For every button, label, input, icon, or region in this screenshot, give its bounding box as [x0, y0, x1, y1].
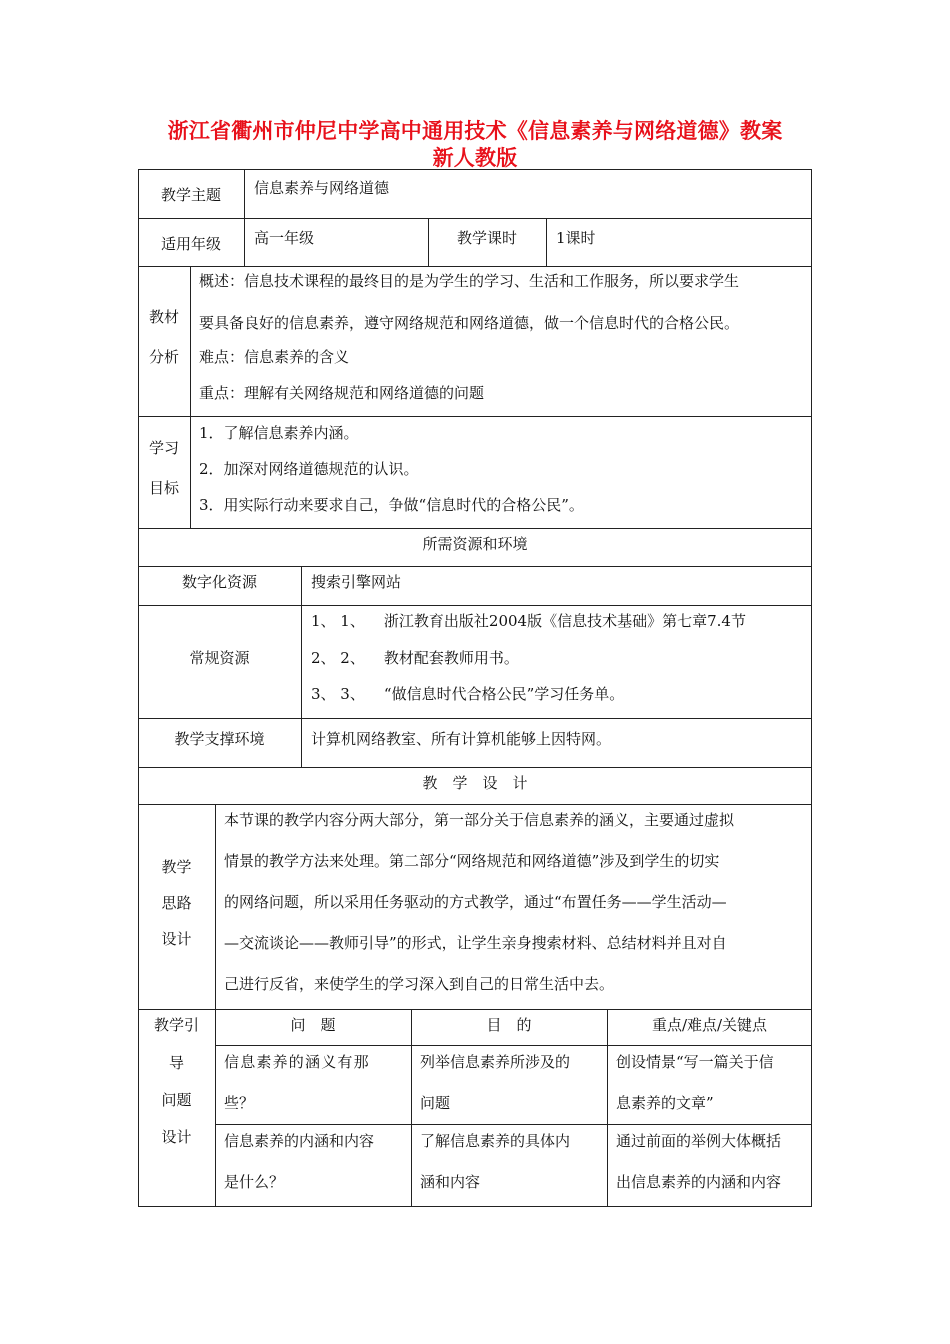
- topic-value: 信息素养与网络道德: [254, 179, 390, 197]
- row-question-line: 信息素养的涵义有那: [224, 1053, 370, 1071]
- environment-label: 教学支撑环境: [174, 730, 265, 748]
- goals-label-2: 目标: [148, 479, 179, 497]
- regular-resource-item: 3、 3、 “做信息时代合格公民”学习任务单。: [311, 685, 625, 703]
- row-key-line: 出信息素养的内涵和内容: [616, 1173, 782, 1191]
- regular-resources-label: 常规资源: [189, 649, 250, 667]
- guide-label: 导: [168, 1054, 184, 1072]
- topic-label: 教学主题: [160, 186, 221, 204]
- column-header-question: 问 题: [290, 1016, 336, 1034]
- material-line: 概述：信息技术课程的最终目的是为学生的学习、生活和工作服务，所以要求学生: [199, 272, 740, 290]
- row-question-line: 信息素养的内涵和内容: [224, 1132, 375, 1150]
- row-purpose-line: 了解信息素养的具体内: [420, 1132, 571, 1150]
- thinking-line: 的网络问题，所以采用任务驱动的方式教学，通过“布置任务——学生活动—: [224, 893, 727, 911]
- design-header: 教 学 设 计: [422, 774, 528, 792]
- row-key-line: 创设情景“写一篇关于信: [616, 1053, 774, 1071]
- material-label-1: 教材: [148, 308, 179, 326]
- guide-label: 问题: [161, 1091, 192, 1109]
- digital-resources-label: 数字化资源: [181, 573, 257, 591]
- hours-value: 1课时: [556, 229, 596, 247]
- row-key-line: 息素养的文章”: [616, 1094, 714, 1112]
- hours-label: 教学课时: [456, 229, 517, 247]
- document-title: [0, 118, 950, 172]
- thinking-label: 教学: [161, 858, 192, 876]
- column-header-purpose: 目 的: [486, 1016, 532, 1034]
- thinking-label: 思路: [161, 894, 192, 912]
- row-purpose-line: 问题: [420, 1094, 451, 1112]
- title-line-1: 浙江省衢州市仲尼中学高中通用技术《信息素养与网络道德》教案: [167, 119, 783, 143]
- goal-item: 1．了解信息素养内涵。: [199, 424, 359, 442]
- row-key-line: 通过前面的举例大体概括: [616, 1132, 782, 1150]
- thinking-line: —交流谈论——教师引导”的形式，让学生亲身搜索材料、总结材料并且对自: [224, 934, 727, 952]
- row-purpose-line: 涵和内容: [420, 1173, 481, 1191]
- regular-resource-item: 1、 1、 浙江教育出版社2004版《信息技术基础》第七章7.4节: [311, 612, 746, 630]
- goal-item: 3．用实际行动来要求自己，争做“信息时代的合格公民”。: [199, 496, 584, 514]
- digital-resources-value: 搜索引擎网站: [311, 573, 402, 591]
- grade-value: 高一年级: [254, 229, 315, 247]
- environment-value: 计算机网络教室、所有计算机能够上因特网。: [311, 730, 612, 748]
- thinking-label: 设计: [161, 930, 192, 948]
- goals-label-1: 学习: [148, 439, 179, 457]
- material-label-2: 分析: [148, 348, 179, 366]
- thinking-line: 情景的教学方法来处理。第二部分“网络规范和网络道德”涉及到学生的切实: [224, 852, 720, 870]
- row-question-line: 是什么？: [224, 1173, 285, 1191]
- column-header-key: 重点/难点/关键点: [651, 1016, 768, 1034]
- regular-resource-item: 2、 2、 教材配套教师用书。: [311, 649, 519, 667]
- row-question-line: 些？: [224, 1094, 255, 1112]
- material-line: 要具备良好的信息素养，遵守网络规范和网络道德，做一个信息时代的合格公民。: [199, 314, 740, 332]
- material-line: 难点：信息素养的含义: [199, 348, 350, 366]
- guide-label: 设计: [161, 1128, 192, 1146]
- row-purpose-line: 列举信息素养所涉及的: [420, 1053, 571, 1071]
- title-line-2: 新人教版: [432, 146, 518, 170]
- resources-header: 所需资源和环境: [422, 535, 528, 553]
- goal-item: 2．加深对网络道德规范的认识。: [199, 460, 419, 478]
- grade-label: 适用年级: [160, 235, 221, 253]
- thinking-line: 本节课的教学内容分两大部分，第一部分关于信息素养的涵义，主要通过虚拟: [224, 811, 735, 829]
- guide-label: 教学引: [153, 1016, 199, 1034]
- thinking-line: 己进行反省，来使学生的学习深入到自己的日常生活中去。: [224, 975, 615, 993]
- material-line: 重点：理解有关网络规范和网络道德的问题: [199, 384, 485, 402]
